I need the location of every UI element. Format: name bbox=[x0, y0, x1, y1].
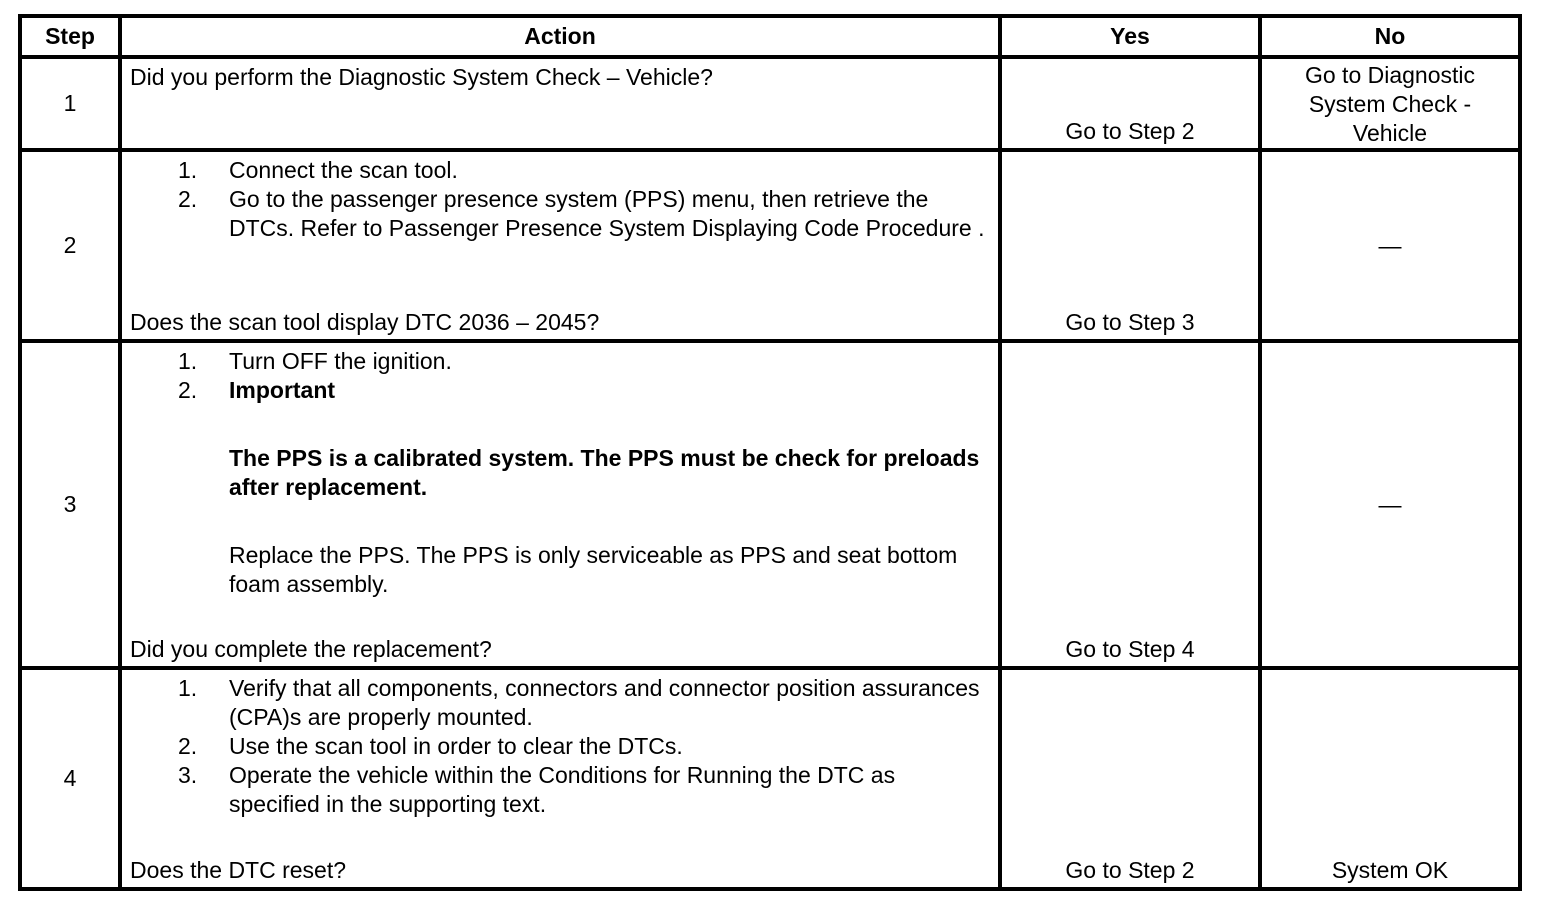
yes-link[interactable]: Go to Step 3 bbox=[1065, 309, 1195, 335]
no-dash: — bbox=[1378, 491, 1402, 517]
item-text: Use the scan tool in order to clear the DTCs. bbox=[229, 733, 683, 759]
question-text: Does the scan tool display DTC 2036 – 2045? bbox=[130, 309, 600, 335]
yes-cell bbox=[1000, 341, 1260, 668]
item-number: 2. bbox=[178, 186, 198, 212]
item-number: 3. bbox=[178, 762, 198, 788]
important-note: The PPS is a calibrated system. The PPS must be check for preloads after replacement. bbox=[229, 445, 980, 500]
no-link[interactable]: Go to Diagnostic System Check - Vehicle bbox=[1304, 62, 1476, 146]
instruction-list bbox=[130, 156, 990, 243]
action-cell bbox=[120, 341, 1000, 668]
instruction-list bbox=[130, 347, 990, 599]
table-row bbox=[20, 341, 1520, 668]
action-cell bbox=[120, 150, 1000, 341]
item-text: Verify that all components, connectors and connector position assurances (CPA)s are properly mounted. bbox=[229, 675, 980, 730]
step-number: 4 bbox=[20, 668, 120, 889]
list-item bbox=[130, 674, 990, 732]
step-number: 3 bbox=[20, 341, 120, 668]
yes-cell bbox=[1000, 57, 1260, 150]
question-text: Does the DTC reset? bbox=[130, 857, 347, 883]
list-item bbox=[130, 156, 990, 185]
list-item bbox=[130, 185, 990, 243]
no-cell bbox=[1260, 341, 1520, 668]
item-text: Go to the passenger presence system (PPS) menu, then retrieve the DTCs. Refer to Passenger Presence System Displaying Code Procedure . bbox=[229, 186, 985, 241]
important-label: Important bbox=[229, 377, 336, 403]
list-item bbox=[130, 761, 990, 819]
no-dash: — bbox=[1378, 232, 1402, 258]
yes-cell bbox=[1000, 668, 1260, 889]
action-cell bbox=[120, 57, 1000, 150]
instruction-list bbox=[130, 674, 990, 819]
question-text: Did you complete the replacement? bbox=[130, 636, 492, 662]
header-row bbox=[20, 16, 1520, 57]
yes-link[interactable]: Go to Step 4 bbox=[1065, 636, 1195, 662]
no-cell bbox=[1260, 150, 1520, 341]
item-text: Connect the scan tool. bbox=[229, 157, 458, 183]
question-text: Did you perform the Diagnostic System Check – Vehicle? bbox=[130, 64, 713, 90]
no-result: System OK bbox=[1331, 857, 1449, 883]
item-number: 2. bbox=[178, 733, 198, 759]
step-number: 2 bbox=[20, 150, 120, 341]
item-text: Turn OFF the ignition. bbox=[229, 348, 452, 374]
diagnostic-table bbox=[18, 14, 1522, 891]
yes-cell bbox=[1000, 150, 1260, 341]
item-text: Operate the vehicle within the Conditions for Running the DTC as specified in the supporting text. bbox=[229, 762, 896, 817]
item-number: 2. bbox=[178, 377, 198, 403]
yes-link[interactable]: Go to Step 2 bbox=[1065, 857, 1195, 883]
action-cell bbox=[120, 668, 1000, 889]
step-number: 1 bbox=[20, 57, 120, 150]
item-number: 1. bbox=[178, 157, 198, 183]
header-no: No bbox=[1260, 16, 1520, 57]
list-item bbox=[130, 732, 990, 761]
header-yes: Yes bbox=[1000, 16, 1260, 57]
no-cell bbox=[1260, 57, 1520, 150]
item-number: 1. bbox=[178, 348, 198, 374]
header-step: Step bbox=[20, 16, 120, 57]
list-item bbox=[130, 376, 990, 599]
instruction-text: Replace the PPS. The PPS is only serviceable as PPS and seat bottom foam assembly. bbox=[229, 542, 958, 597]
yes-link[interactable]: Go to Step 2 bbox=[1065, 118, 1195, 144]
list-item bbox=[130, 347, 990, 376]
header-action: Action bbox=[120, 16, 1000, 57]
item-number: 1. bbox=[178, 675, 198, 701]
no-cell bbox=[1260, 668, 1520, 889]
table-row bbox=[20, 668, 1520, 889]
table-row bbox=[20, 57, 1520, 150]
table-row bbox=[20, 150, 1520, 341]
